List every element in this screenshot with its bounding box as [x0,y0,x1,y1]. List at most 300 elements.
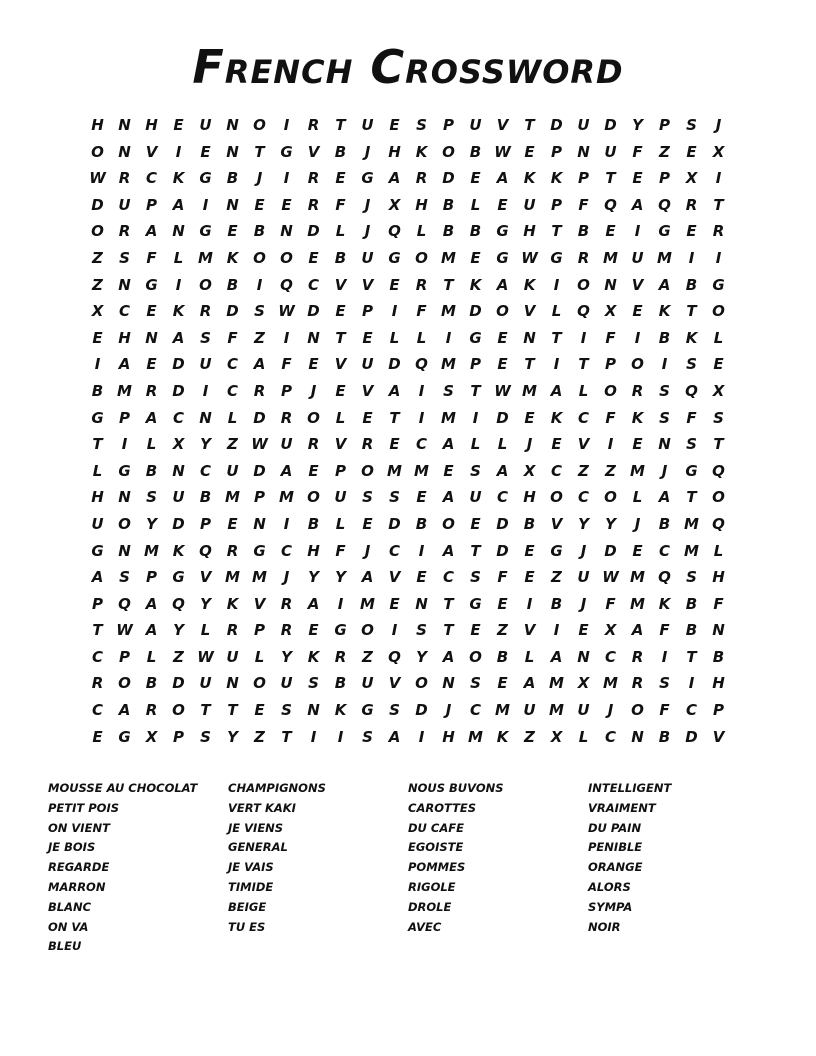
grid-letter: C [604,647,616,666]
grid-letter: V [145,142,158,161]
grid-letter: J [715,116,722,134]
grid-letter: E [389,116,400,134]
word-item: CAROTTES [408,800,477,815]
grid-letter: R [118,222,131,241]
grid-letter: E [416,488,427,507]
word-column [48,779,228,957]
grid-letter: I [202,195,209,214]
grid-letter: M [225,488,240,507]
grid-letter: J [445,701,452,720]
grid-letter: N [631,727,644,746]
grid-letter: P [254,488,265,507]
grid-letter: E [713,355,724,374]
grid-letter: W [116,621,133,640]
grid-letter: D [388,355,401,374]
grid-letter: Y [227,727,238,746]
grid-letter: N [118,142,131,161]
grid-letter: K [307,647,320,666]
word-item: DU CAFE [408,820,464,835]
grid-letter: O [712,488,725,507]
grid-letter: P [578,169,589,188]
grid-letter: F [632,142,643,161]
grid-letter: T [470,541,481,560]
grid-letter: Z [92,275,103,294]
grid-letter: K [334,701,347,720]
grid-letter: R [199,302,212,321]
grid-letter: P [146,195,157,214]
grid-letter: V [523,302,536,321]
grid-letter: M [630,461,645,480]
grid-letter: W [602,568,619,587]
grid-letter: E [605,222,616,241]
word-item: ON VIENT [48,820,110,835]
word-item: JE VAIS [228,860,274,875]
grid-letter: V [334,355,347,374]
grid-letter: D [307,222,320,241]
grid-letter: C [604,727,616,746]
grid-letter: R [280,594,293,613]
grid-letter: S [119,568,130,587]
grid-letter: H [91,116,104,134]
grid-letter: T [686,647,697,666]
grid-letter: O [712,302,725,321]
grid-letter: M [495,701,510,720]
grid-letter: I [418,408,425,427]
grid-letter: P [200,514,211,533]
grid-letter: W [197,647,214,666]
grid-letter: T [281,727,292,746]
grid-letter: P [605,355,616,374]
word-item: JE VIENS [228,820,284,835]
grid-letter: T [335,116,346,134]
grid-letter: H [307,541,320,560]
grid-letter: Q [415,355,428,374]
grid-letter: E [632,302,643,321]
grid-letter: Y [200,594,211,613]
grid-letter: M [630,594,645,613]
word-item: ORANGE [588,860,643,875]
grid-letter: G [388,248,401,267]
grid-letter: M [549,701,564,720]
grid-letter: G [469,594,482,613]
grid-letter: Z [254,727,265,746]
grid-letter: A [550,381,563,400]
grid-letter: I [175,275,182,294]
grid-letter: R [307,435,320,454]
grid-letter: N [253,514,266,533]
grid-letter: A [496,275,509,294]
grid-letter: U [118,195,131,214]
grid-letter: Z [227,435,238,454]
grid-letter: P [659,169,670,188]
grid-letter: I [418,727,425,746]
grid-letter: E [254,195,265,214]
grid-letter: X [523,461,536,480]
grid-letter: F [497,568,508,587]
grid-letter: D [496,408,509,427]
grid-letter: S [389,701,400,720]
grid-letter: D [604,541,617,560]
grid-letter: N [172,222,185,241]
grid-letter: A [307,594,320,613]
grid-letter: U [280,674,293,693]
grid-letter: B [307,514,320,533]
grid-letter: B [226,169,239,188]
grid-letter: F [335,195,346,214]
grid-letter: O [361,621,374,640]
grid-letter: U [280,435,293,454]
grid-letter: J [661,461,668,480]
grid-letter: S [686,435,697,454]
grid-letter: N [712,621,725,640]
grid-letter: N [226,674,239,693]
grid-letter: D [442,169,455,188]
grid-letter: S [281,701,292,720]
word-list [48,779,788,957]
word-item: TIMIDE [228,879,274,894]
grid-letter: G [199,222,212,241]
grid-letter: M [387,461,402,480]
grid-letter: I [121,435,128,454]
grid-letter: O [253,248,266,267]
grid-letter: A [550,647,563,666]
grid-letter: Q [577,302,590,321]
grid-letter: I [337,727,344,746]
grid-letter: F [605,408,616,427]
grid-letter: E [686,222,697,241]
grid-letter: E [497,594,508,613]
grid-letter: S [470,568,481,587]
grid-letter: I [661,355,668,374]
grid-letter: Y [173,621,184,640]
grid-letter: O [550,488,563,507]
grid-letter: Y [308,568,319,587]
grid-letter: L [578,381,589,400]
word-item: ON VA [48,919,89,934]
grid-letter: R [226,621,239,640]
grid-letter: K [496,727,509,746]
grid-letter: G [91,408,104,427]
grid-letter: G [91,541,104,560]
grid-letter: C [91,701,103,720]
grid-letter: E [335,169,346,188]
grid-letter: P [659,116,670,134]
grid-letter: M [441,248,456,267]
grid-letter: G [145,275,158,294]
grid-letter: C [388,541,400,560]
letter-grid [84,112,734,750]
word-item: MARRON [48,879,106,894]
grid-letter: S [200,328,211,347]
grid-letter: E [335,302,346,321]
grid-letter: F [281,355,292,374]
grid-letter: S [146,488,157,507]
grid-letter: I [580,328,587,347]
grid-letter: C [307,275,319,294]
word-item: REGARDE [48,860,110,875]
grid-letter: K [415,142,428,161]
grid-letter: L [416,328,427,347]
grid-letter: M [630,568,645,587]
grid-letter: X [388,195,401,214]
grid-letter: G [361,169,374,188]
grid-letter: V [334,275,347,294]
grid-letter: U [226,461,239,480]
grid-letter: V [361,381,374,400]
grid-letter: E [92,727,103,746]
grid-letter: M [225,568,240,587]
grid-letter: U [172,488,185,507]
grid-letter: Q [604,195,617,214]
grid-letter: H [712,568,725,587]
grid-letter: Y [335,568,346,587]
grid-letter: V [523,621,536,640]
grid-letter: H [91,488,104,507]
grid-letter: B [442,222,455,241]
grid-letter: R [685,195,698,214]
grid-letter: S [200,727,211,746]
grid-letter: R [91,674,104,693]
grid-letter: B [577,222,590,241]
grid-letter: Q [658,195,671,214]
grid-letter: F [416,302,427,321]
grid-letter: X [712,381,725,400]
grid-letter: Q [172,594,185,613]
grid-letter: A [496,461,509,480]
grid-letter: V [712,727,725,746]
grid-letter: T [227,701,238,720]
grid-letter: K [523,275,536,294]
grid-letter: A [631,621,644,640]
grid-letter: L [389,328,400,347]
grid-letter: M [603,674,618,693]
grid-letter: K [226,594,239,613]
grid-letter: I [202,381,209,400]
grid-letter: K [172,169,185,188]
grid-letter: O [469,647,482,666]
grid-letter: I [283,328,290,347]
grid-letter: J [364,195,371,214]
grid-letter: L [632,488,643,507]
grid-letter: B [334,248,347,267]
grid-letter: G [496,248,509,267]
grid-letter: E [146,355,157,374]
grid-letter: E [254,701,265,720]
grid-letter: O [91,142,104,161]
grid-letter: O [118,514,131,533]
grid-letter: D [685,727,698,746]
grid-letter: M [657,248,672,267]
grid-letter: I [688,248,695,267]
grid-letter: O [442,142,455,161]
grid-letter: L [335,514,346,533]
grid-letter: F [659,701,670,720]
grid-letter: U [334,488,347,507]
grid-letter: U [199,116,212,134]
grid-letter: O [280,248,293,267]
grid-letter: G [658,222,671,241]
grid-letter: I [688,674,695,693]
grid-letter: L [335,408,346,427]
grid-letter: B [334,142,347,161]
grid-letter: O [577,275,590,294]
word-item: DU PAIN [588,820,642,835]
grid-letter: J [256,169,263,188]
grid-letter: C [496,488,508,507]
word-item: CHAMPIGNONS [228,781,326,795]
grid-letter: U [199,355,212,374]
grid-letter: S [416,116,427,134]
grid-letter: B [226,275,239,294]
grid-letter: G [469,328,482,347]
grid-letter: K [685,328,698,347]
word-item: POMMES [408,860,466,875]
grid-letter: A [658,488,671,507]
grid-letter: L [470,195,481,214]
grid-letter: V [199,568,212,587]
grid-letter: U [604,142,617,161]
grid-letter: L [524,647,535,666]
grid-letter: E [497,328,508,347]
grid-letter: K [550,169,563,188]
grid-letter: B [523,514,536,533]
grid-letter: Z [362,647,373,666]
grid-letter: S [659,381,670,400]
grid-letter: E [470,514,481,533]
word-item: RIGOLE [408,879,456,894]
grid-letter: Y [632,116,643,134]
grid-letter: A [388,727,401,746]
grid-letter: B [442,195,455,214]
grid-letter: S [686,568,697,587]
grid-letter: Z [173,647,184,666]
grid-letter: E [497,355,508,374]
grid-letter: U [361,116,374,134]
grid-letter: E [524,541,535,560]
grid-letter: C [91,647,103,666]
grid-letter: C [118,302,130,321]
grid-letter: E [443,461,454,480]
grid-letter: T [389,408,400,427]
grid-letter: Z [551,568,562,587]
grid-letter: N [118,275,131,294]
grid-letter: B [145,674,158,693]
grid-letter: M [252,568,267,587]
grid-letter: S [416,621,427,640]
word-item: TU ES [228,919,266,934]
grid-letter: H [388,142,401,161]
grid-letter: Q [712,461,725,480]
grid-letter: L [578,727,589,746]
grid-letter: I [715,169,722,188]
grid-letter: Q [685,381,698,400]
grid-letter: C [550,461,562,480]
grid-letter: U [523,701,536,720]
grid-letter: I [391,302,398,321]
grid-letter: I [472,408,479,427]
grid-letter: Q [199,541,212,560]
grid-letter: N [172,461,185,480]
grid-letter: D [172,355,185,374]
grid-letter: M [603,248,618,267]
grid-letter: M [144,541,159,560]
grid-letter: E [281,195,292,214]
grid-letter: C [415,435,427,454]
grid-letter: O [631,355,644,374]
grid-letter: U [361,355,374,374]
grid-letter: E [308,355,319,374]
grid-letter: W [89,169,106,188]
grid-letter: M [468,727,483,746]
grid-letter: L [497,435,508,454]
grid-letter: J [283,568,290,587]
grid-letter: I [445,328,452,347]
grid-letter: V [550,514,563,533]
grid-letter: L [146,435,157,454]
grid-letter: E [362,514,373,533]
grid-letter: J [580,541,587,560]
grid-letter: S [308,674,319,693]
grid-letter: A [361,568,374,587]
grid-letter: L [551,302,562,321]
grid-letter: O [172,701,185,720]
grid-letter: I [310,727,317,746]
grid-letter: E [632,541,643,560]
grid-letter: V [388,568,401,587]
grid-letter: B [415,514,428,533]
grid-letter: L [416,222,427,241]
grid-letter: U [469,116,482,134]
grid-letter: B [658,514,671,533]
grid-letter: I [391,621,398,640]
grid-letter: J [607,701,614,720]
grid-letter: E [470,169,481,188]
grid-letter: B [469,222,482,241]
grid-letter: B [334,674,347,693]
grid-letter: C [442,568,454,587]
grid-letter: S [119,248,130,267]
word-column [228,779,408,957]
grid-letter: E [227,514,238,533]
grid-letter: I [526,594,533,613]
grid-letter: P [92,594,103,613]
grid-letter: T [92,621,103,640]
grid-letter: Q [118,594,131,613]
grid-letter: T [335,328,346,347]
grid-letter: G [118,461,131,480]
grid-letter: G [550,248,563,267]
grid-letter: V [334,435,347,454]
grid-letter: V [361,275,374,294]
grid-letter: D [172,381,185,400]
grid-letter: D [253,461,266,480]
grid-letter: K [172,541,185,560]
grid-letter: P [470,355,481,374]
grid-letter: I [418,381,425,400]
grid-letter: A [145,222,158,241]
grid-letter: G [172,568,185,587]
grid-letter: J [634,514,641,533]
grid-letter: Z [659,142,670,161]
grid-letter: Y [200,435,211,454]
grid-letter: P [551,142,562,161]
grid-letter: G [685,461,698,480]
grid-letter: R [145,381,158,400]
grid-letter: T [578,355,589,374]
grid-letter: M [684,541,699,560]
grid-letter: R [307,195,320,214]
grid-letter: Y [416,647,427,666]
